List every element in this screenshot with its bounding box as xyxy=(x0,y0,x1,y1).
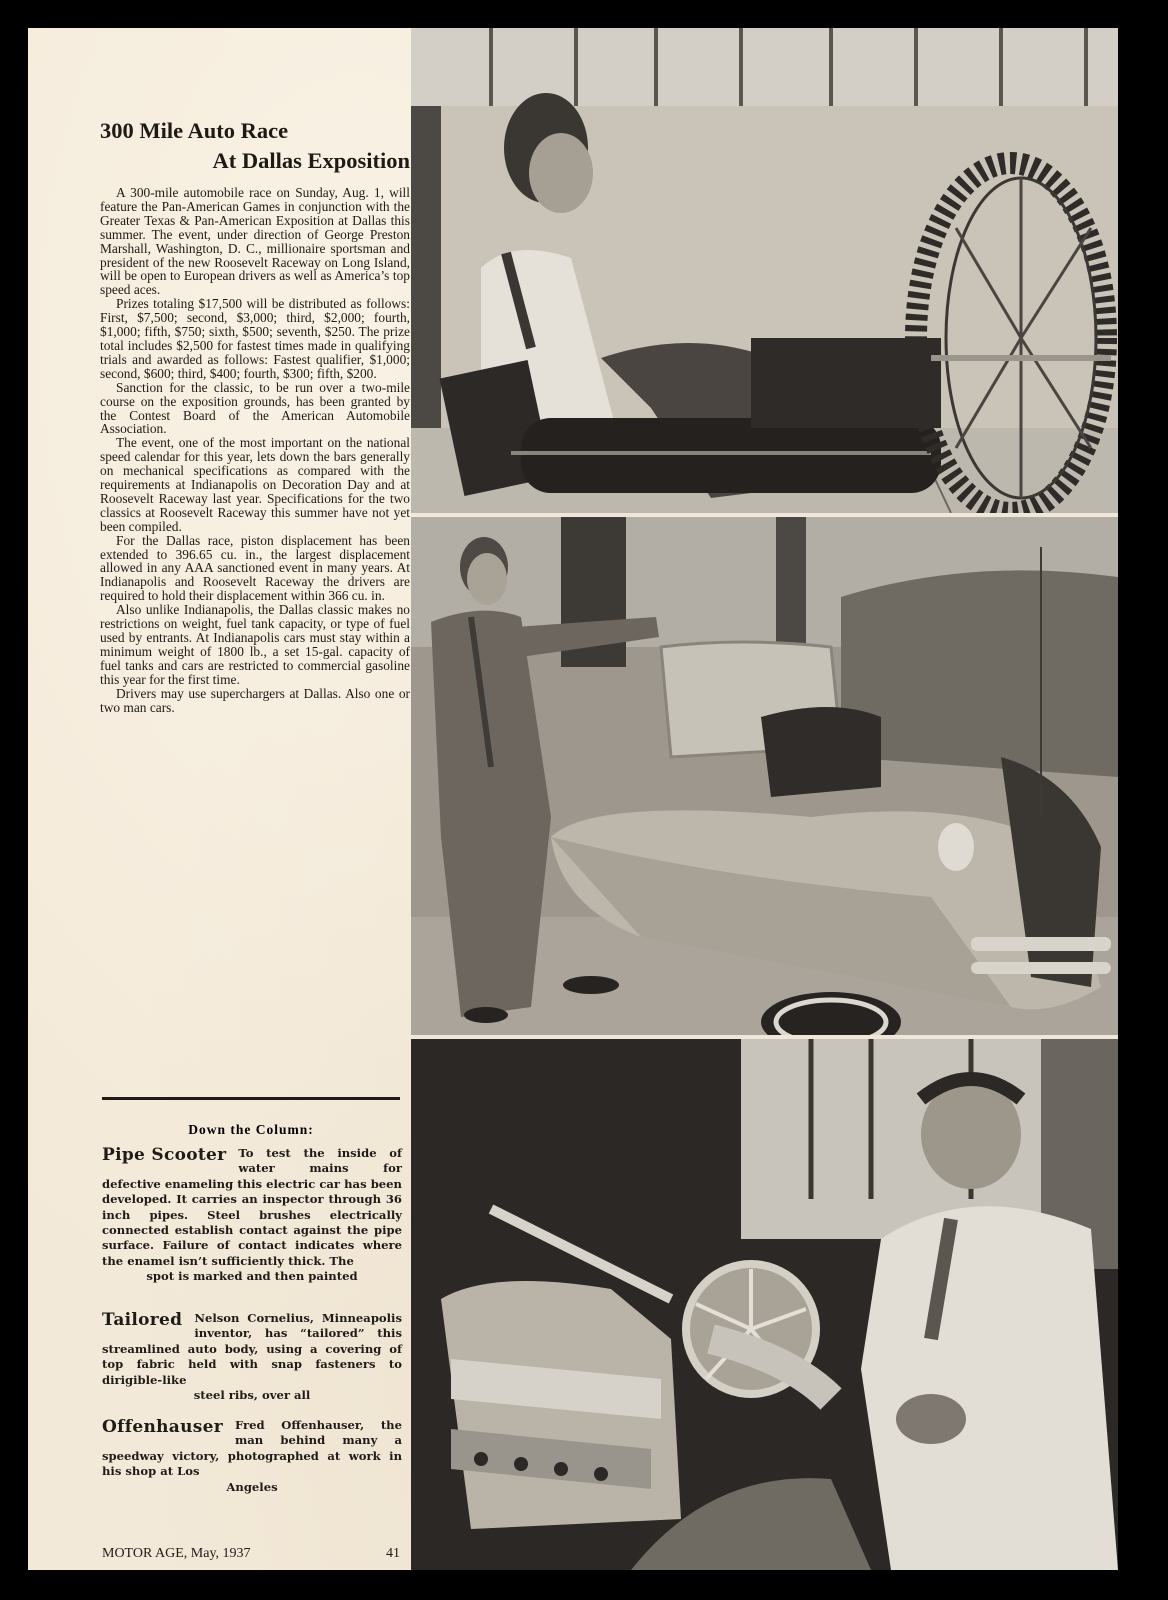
caption-kicker: Pipe Scooter xyxy=(102,1145,227,1165)
article-body xyxy=(100,186,410,714)
article-paragraph: Prizes totaling $17,500 will be distributed as follows: First, $7,500; second, $3,000; third, $2,000; fourth, $1,000; fifth, $750; sixth, $500; seventh, $250. The prize total includes $2,500 for fastest times made in qualifying trials and awarded as follows: Fastest qualifier, $1,000; second, $600; third, $400; fourth, $300; fifth, $200. xyxy=(100,296,410,381)
caption-body: To test the inside of water mains for defective enameling this electric car has been developed. It carries an inspector through 36 inch pipes. Steel brushes electrically connected establish contact against the pipe surface. Failure of contact indicates where the enamel isn’t sufficiently thick. The xyxy=(102,1146,402,1268)
caption-offenhauser xyxy=(102,1418,402,1495)
pipe-scooter-image xyxy=(411,28,1118,513)
article-paragraph: The event, one of the most important on the national speed calendar for this year, lets down the bars generally on mechanical specifications as compared with the requirements at Indianapolis on Decoration Day and at Roosevelt Raceway last year. Specifications for the two classics at Roosevelt Raceway this summer have not yet been compiled. xyxy=(100,435,410,534)
down-the-column-heading: Down the Column: xyxy=(188,1122,314,1137)
magazine-page xyxy=(28,28,1118,1570)
photo-tailored-car xyxy=(411,517,1118,1035)
section-divider xyxy=(102,1097,400,1100)
caption-body: Nelson Cornelius, Minneapolis inventor, has “tailored” this streamlined auto body, using a covering of top fabric held with snap fasteners to dirigible-like xyxy=(102,1311,402,1387)
tailored-car-image xyxy=(411,517,1118,1035)
article-column xyxy=(100,116,410,714)
article-paragraph: Drivers may use superchargers at Dallas. Also one or two man cars. xyxy=(100,685,410,715)
caption-last-line: steel ribs, over all xyxy=(193,1388,311,1403)
article-paragraph: A 300-mile automobile race on Sunday, Aug. 1, will feature the Pan-American Games in conjunction with the Greater Texas & Pan-American Exposition at Dallas this summer. The event, under direction of George Preston Marshall, Washington, D. C., millionaire sportsman and president of the new Roosevelt Raceway on Long Island, will be open to European drivers as well as America’s top speed aces. xyxy=(100,185,410,298)
publication-line: MOTOR AGE, May, 1937 xyxy=(102,1546,251,1561)
caption-tailored xyxy=(102,1311,402,1403)
offenhauser-image xyxy=(411,1039,1118,1570)
caption-pipe-scooter xyxy=(102,1146,402,1285)
article-paragraph: For the Dallas race, piston displacement has been extended to 396.65 cu. in., the largest displacement allowed in any AAA sanctioned event in many years. At Indianapolis and Roosevelt Raceway the drivers are required to hold their displacement within 366 cu. in. xyxy=(100,532,410,604)
article-paragraph: Also unlike Indianapolis, the Dallas classic makes no restrictions on weight, fuel tank capacity, or type of fuel used by entrants. At Indianapolis cars must stay within a minimum weight of 1800 lb., a set 15-gal. capacity of fuel tanks and cars are restricted to commercial gasoline this year for the first time. xyxy=(100,602,410,687)
page-number: 41 xyxy=(386,1546,400,1561)
caption-kicker: Tailored xyxy=(102,1310,183,1330)
photo-offenhauser-shop xyxy=(411,1039,1118,1570)
headline-line-1: 300 Mile Auto Race xyxy=(100,118,289,143)
photo-pipe-scooter xyxy=(411,28,1118,513)
article-paragraph: Sanction for the classic, to be run over a two-mile course on the exposition grounds, has been granted by the Contest Board of the American Automobile Association. xyxy=(100,379,410,437)
headline-line-2: At Dallas Exposition xyxy=(212,148,410,173)
caption-kicker: Offenhauser xyxy=(102,1417,223,1437)
caption-body: Fred Offenhauser, the man behind many a speedway victory, photographed at work in his shop at Los xyxy=(102,1418,402,1479)
page-footer xyxy=(102,1546,400,1562)
caption-last-line: Angeles xyxy=(226,1479,278,1494)
caption-last-line: spot is marked and then painted xyxy=(146,1269,358,1284)
article-headline xyxy=(100,116,410,176)
